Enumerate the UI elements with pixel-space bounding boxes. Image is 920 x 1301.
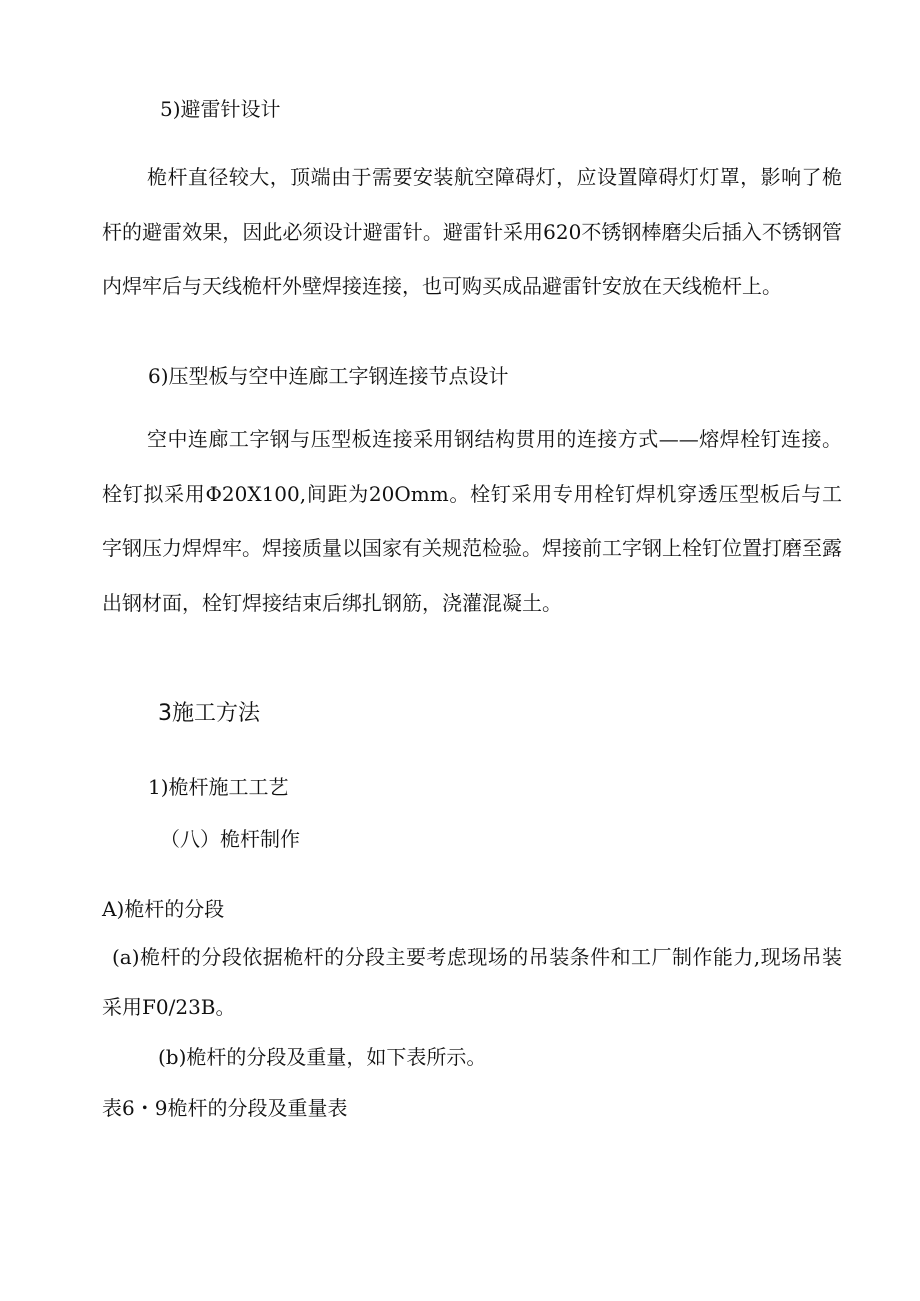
segment-b-paragraph: (b)桅杆的分段及重量，如下表所示。 — [158, 1045, 487, 1069]
mast-process-heading: 1)桅杆施工工艺 — [148, 775, 289, 799]
deck-connection-heading: 6)压型板与空中连廊工字钢连接节点设计 — [148, 364, 509, 388]
lightning-rod-heading: 5)避雷针设计 — [160, 97, 281, 121]
table-caption: 表6・9桅杆的分段及重量表 — [102, 1096, 348, 1120]
construction-method-heading: 3施工方法 — [158, 701, 260, 726]
mast-segment-heading: A)桅杆的分段 — [102, 897, 225, 921]
deck-connection-paragraph: 空中连廊工字钢与压型板连接采用钢结构贯用的连接方式——熔焊栓钉连接。栓钉拟采用Φ20X100,间距为20Omm。栓钉采用专用栓钉焊机穿透压型板后与工字钢压力焊焊牢。焊接质量以国家有关规范检验。焊接前工字钢上栓钉位置打磨至露出钢材面，栓钉焊接结束后绑扎钢筋，浇灌混凝土。 — [102, 427, 842, 615]
segment-a-paragraph: (a)桅杆的分段依据桅杆的分段主要考虑现场的吊装条件和工厂制作能力,现场吊装采用F0/23B。 — [102, 945, 842, 1019]
mast-making-heading: （八）桅杆制作 — [160, 827, 300, 851]
lightning-rod-paragraph: 桅杆直径较大，顶端由于需要安装航空障碍灯，应设置障碍灯灯罩，影响了桅杆的避雷效果，因此必须设计避雷针。避雷针采用620不锈钢棒磨尖后插入不锈钢管内焊牢后与天线桅杆外壁焊接连接，也可购买成品避雷针安放在天线桅杆上。 — [102, 165, 842, 298]
